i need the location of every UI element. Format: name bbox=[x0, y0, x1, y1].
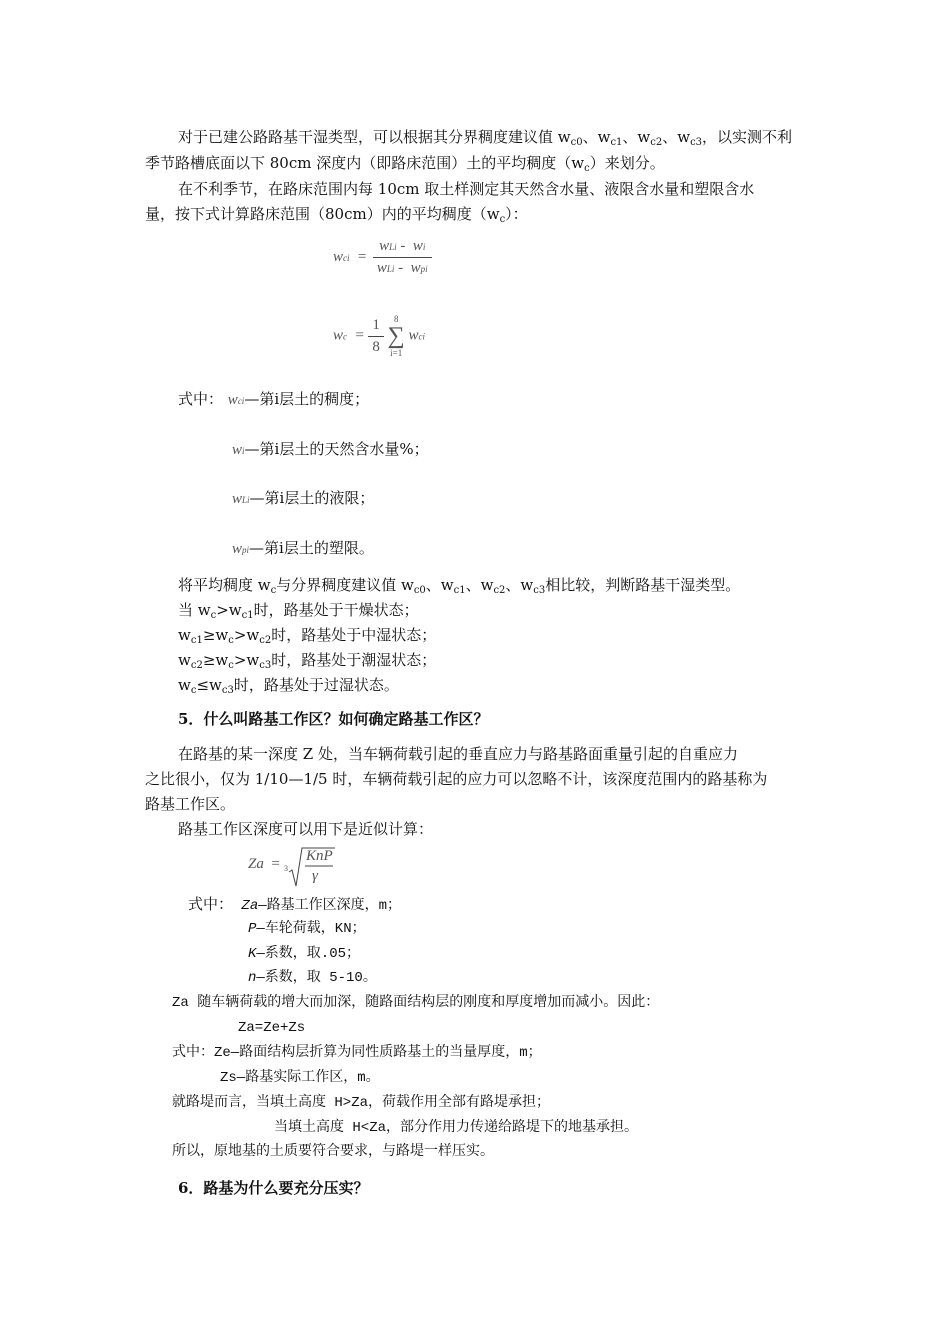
za-equation: Za=Ze+Zs bbox=[238, 1020, 306, 1036]
compare-medium-wet: $w_{c1}\ge w_c>w_{c2}$时，路基处于中湿状态； bbox=[178, 626, 437, 646]
paragraph-2-line-1: 在不利季节，在路床范围内每 10cm 取土样测定其天然含水量、液限含水量和塑限含水 bbox=[178, 180, 755, 198]
question-5-heading: 5．什么叫路基工作区？如何确定路基工作区？ bbox=[178, 710, 489, 728]
def-wci: 式中： wci—第i层土的稠度； bbox=[178, 390, 370, 408]
paragraph-1-line-1: 对于已建公路路基干湿类型，可以根据其分界稠度建议值 $w_{c0}$、$w_{c1}$、$w_{c2}$、$w_{c3}$，以实测不利 bbox=[178, 128, 793, 148]
paragraph-1-line-2: 季节路槽底面以下 80cm 深度内（即路床范围）土的平均稠度$(w_c)$来划分。 bbox=[145, 154, 665, 174]
compare-dry: 当 $w_c>w_{c1}$时，路基处于干燥状态； bbox=[178, 601, 419, 621]
zs-definition: Zs—路基实际工作区，m。 bbox=[220, 1070, 380, 1086]
conclusion: 所以，原地基的土质要符合要求，与路堤一样压实。 bbox=[172, 1144, 494, 1160]
def-wi: wi—第i层土的天然含水量%； bbox=[232, 440, 429, 458]
formula-wc: wc = $\frac{1}{8}$ 8 ∑ i=1 wci bbox=[333, 314, 426, 358]
q5-paragraph-line-1: 在路基的某一深度 Z 处，当车辆荷载引起的垂直应力与路基路面重量引起的自重应力 bbox=[178, 745, 738, 763]
formula-wci: wci = $\frac{\text{wLi ​- wi}}{\text{wLi ​- wpi}}$ bbox=[333, 238, 432, 277]
def-k: K—系数，取.05； bbox=[248, 946, 361, 962]
def-p: P—车轮荷载，KN； bbox=[248, 921, 366, 937]
compare-intro: 将平均稠度 $w_c$与分界稠度建议值 $w_{c0}$、$w_{c1}$、$w_{c2}$、$w_{c3}$相比较，判断路基干湿类型。 bbox=[178, 576, 741, 596]
paragraph-2-line-2: 量，按下式计算路床范围（80cm）内的平均稠度$(w_c)$： bbox=[145, 205, 528, 225]
def-wpi: wpi—第i层土的塑限。 bbox=[232, 539, 374, 557]
document-page: 对于已建公路路基干湿类型，可以根据其分界稠度建议值 $w_{c0}$、$w_{c1}$、$w_{c2}$、$w_{c3}$，以实测不利 季节路槽底面以下 80cm 深度内（即路床范围）土的平均稠度$(w_c)$来划分。 在不利季节，在路床范围内每 10cm 取土样测定其天然含水量、液限含水量和塑限含水 量，按下式计算路床范围（80cm）内的平均稠度$(w_c)$： wci = $\frac{\text{wLi ​- wi}}{\text{wLi ​- wpi}}$ wc = $\frac{1}{8}$ 8 ∑ i=1 wci 式中： wci—第i层土的稠度； wi—第i层土的天然含水量%； wLi—第i层土的液限； wpi—第i层土的塑限。 将平均稠度 $w_c$与分界稠度建议值 $w_{c0}$、$w_{c1}$、$w_{c2}$、$w_{c3}$相比较，判断路基干湿类型。 当 $w_c>w_{c1}$时，路基处于干燥状态； $w_{c1}\ge w_c>w_{c2}$时，路基处于中湿状态； $w_{c2}\ge w_c>w_{c3}$时，路基处于潮湿状态； $w_c\le w_{c3}$时，路基处于过湿状态。 5．什么叫路基工作区？如何确定路基工作区？ 在路基的某一深度 Z 处，当车辆荷载引起的垂直应力与路基路面重量引起的自重应力 之比很小，仅为 1/10—1/5 时，车辆荷载引起的应力可以忽略不计，该深度范围内的路基称为 路基工作区。 路基工作区深度可以用下是近似计算： Za = 3 KnP γ 式中： Za—路基工作区深度，m； P—车轮荷载，KN； K—系数，取.05； n—系数，取 5-10。 Za 随车辆荷载的增大而加深，随路面结构层的刚度和厚度增加而减小。因此： Za=Ze+Zs 式中：Ze—路面结构层折算为同性质路基土的当量厚度，m； Zs—路基实际工作区，m。 就路堤而言，当填土高度 H>Za，荷载作用全部有路堤承担； 当填土高度 H<Za，部分作用力传递给路堤下的地基承担。 所以，原地基的土质要符合要求，与路堤一样压实。 6．路基为什么要充分压实？ bbox=[145, 128, 793, 1197]
def-wLi: wLi—第i层土的液限； bbox=[232, 489, 375, 507]
ze-definition: 式中：Ze—路面结构层折算为同性质路基土的当量厚度，m； bbox=[172, 1045, 542, 1061]
q5-paragraph-line-2: 之比很小，仅为 1/10—1/5 时，车辆荷载引起的应力可以忽略不计，该深度范围内的路基称为 bbox=[145, 770, 768, 788]
embankment-case-2: 当填土高度 H<Za，部分作用力传递给路堤下的地基承担。 bbox=[274, 1120, 639, 1136]
def-n: n—系数，取 5-10。 bbox=[248, 970, 377, 986]
compare-over-wet: $w_c\le w_{c3}$时，路基处于过湿状态。 bbox=[178, 676, 399, 696]
q5-paragraph-2: 路基工作区深度可以用下是近似计算： bbox=[178, 820, 434, 838]
compare-damp: $w_{c2}\ge w_c>w_{c3}$时，路基处于潮湿状态； bbox=[178, 651, 437, 671]
def-za: 式中： Za—路基工作区深度，m； bbox=[188, 895, 402, 914]
q5-paragraph-line-3: 路基工作区。 bbox=[145, 795, 236, 813]
za-explanation: Za 随车辆荷载的增大而加深，随路面结构层的刚度和厚度增加而减小。因此： bbox=[172, 995, 660, 1011]
question-6-heading: 6．路基为什么要充分压实？ bbox=[178, 1179, 369, 1197]
embankment-case-1: 就路堤而言，当填土高度 H>Za，荷载作用全部有路堤承担； bbox=[172, 1095, 551, 1111]
